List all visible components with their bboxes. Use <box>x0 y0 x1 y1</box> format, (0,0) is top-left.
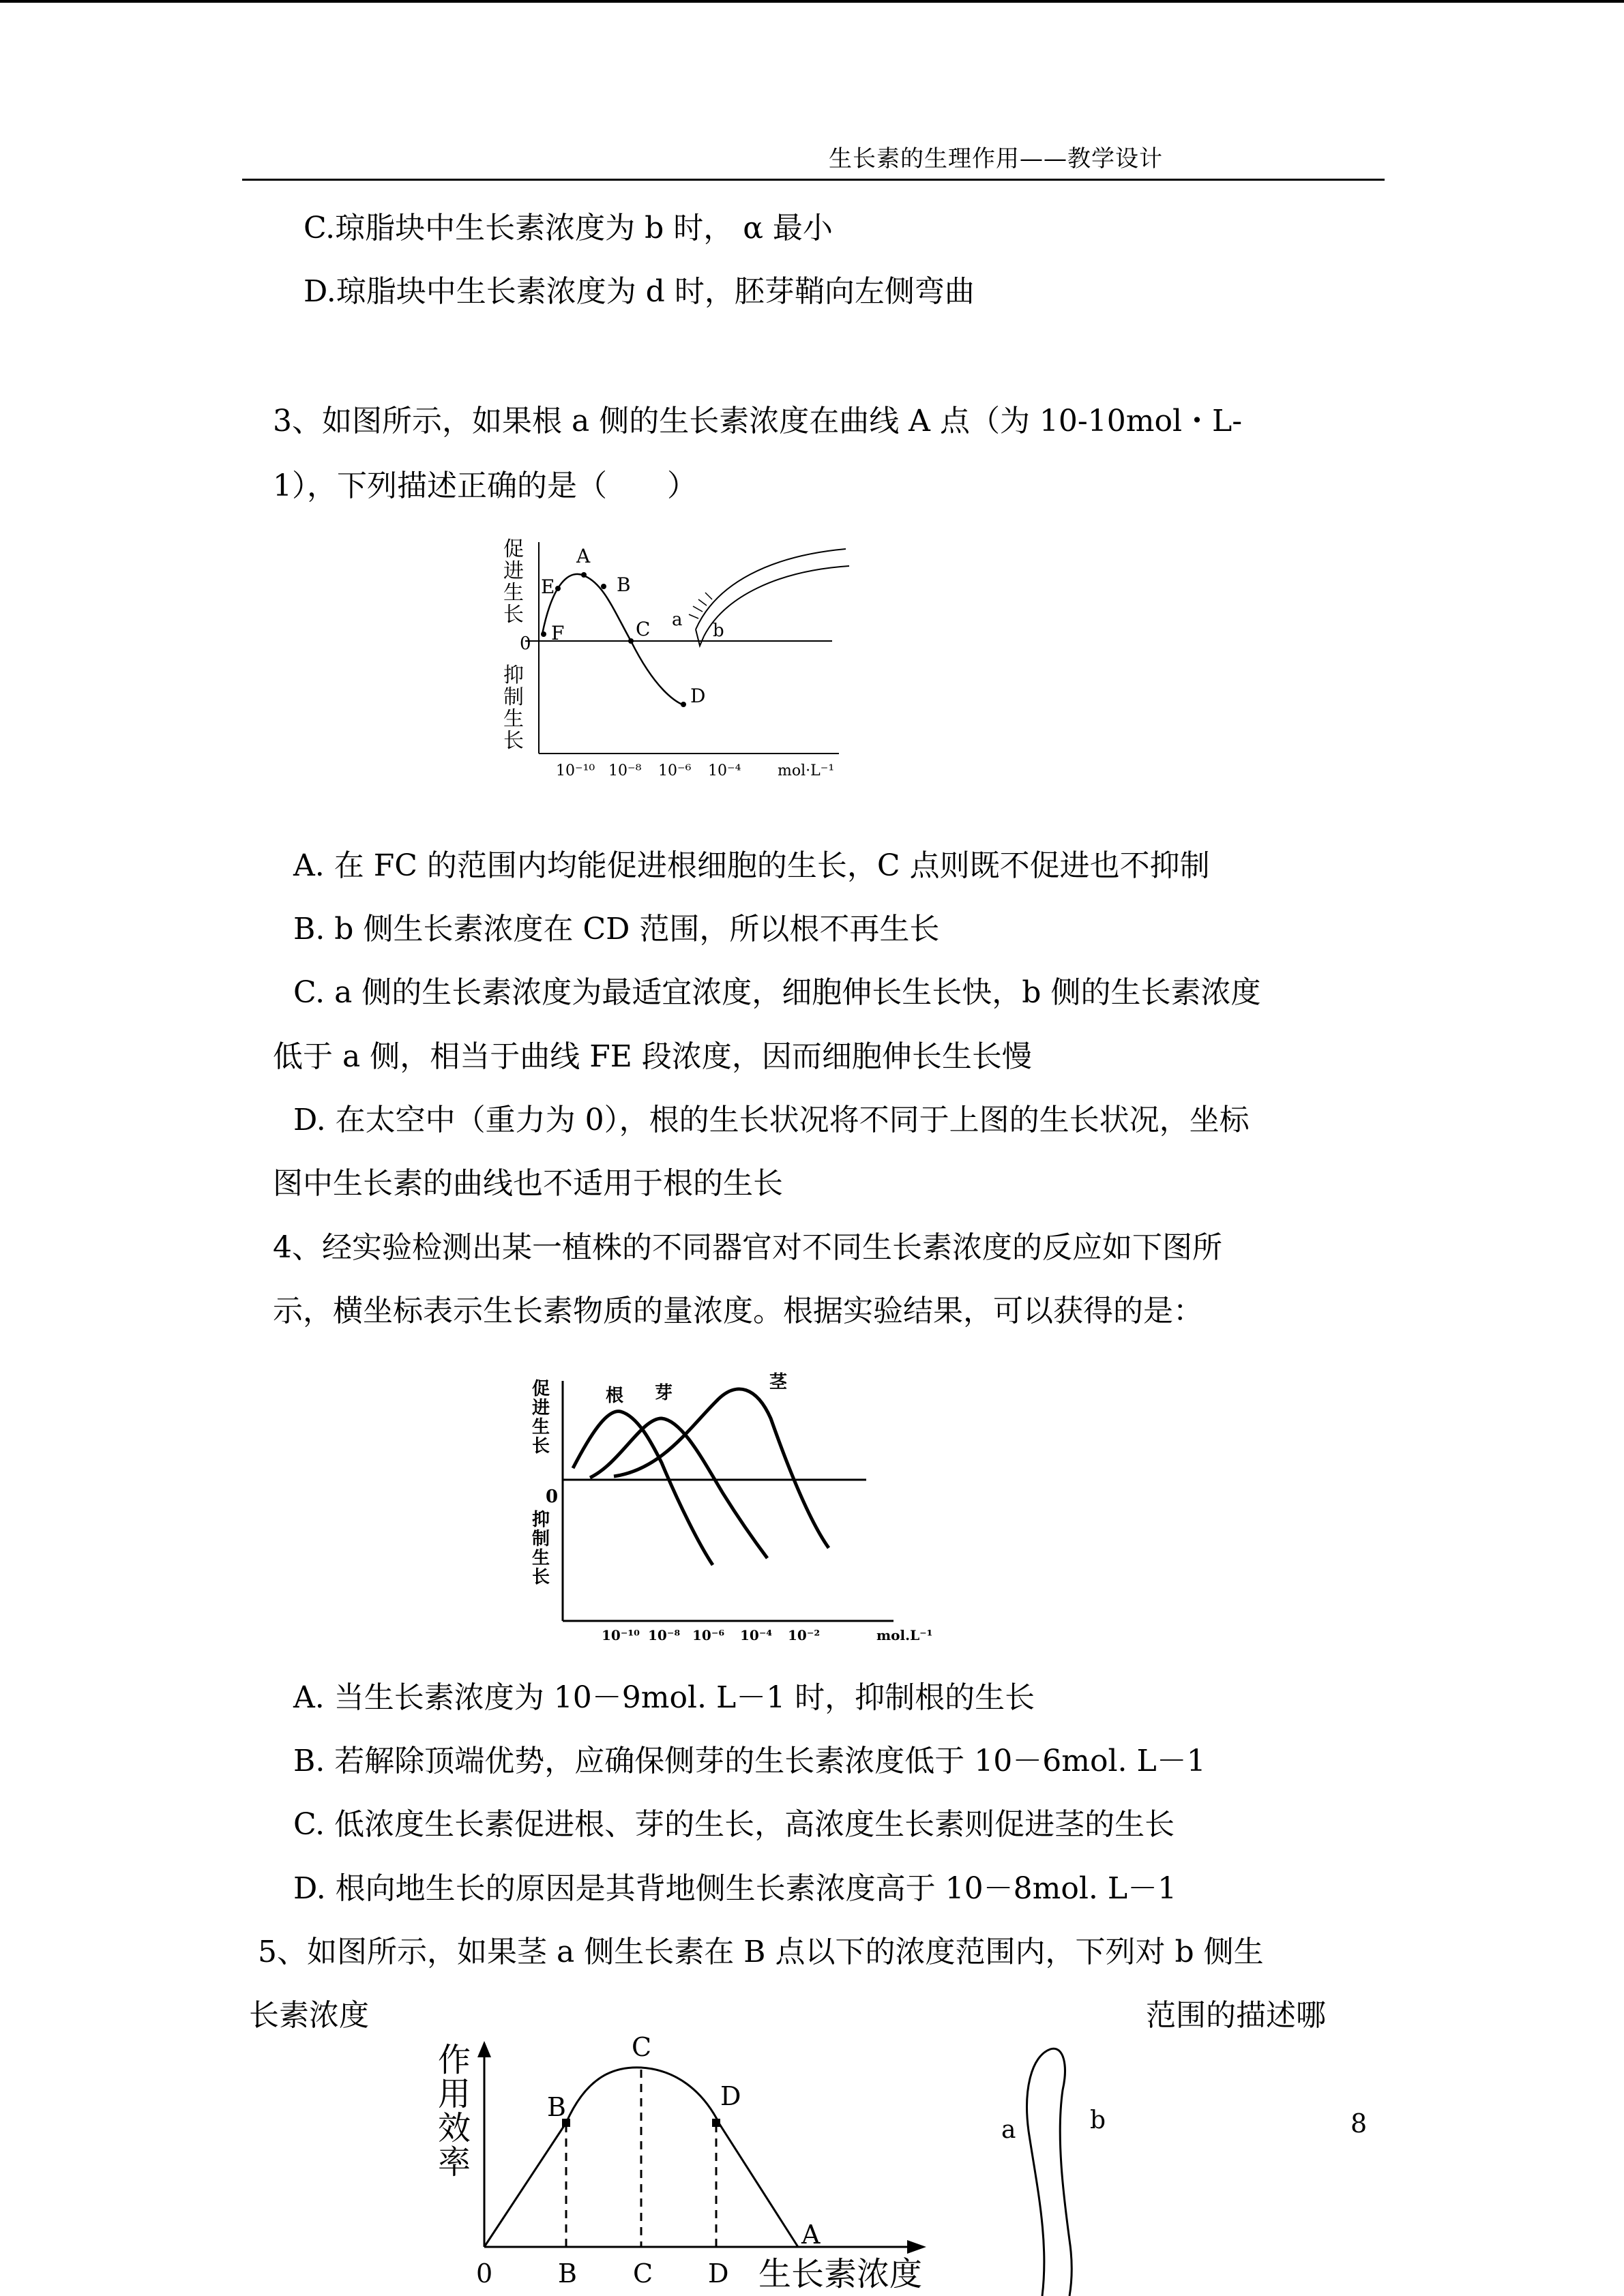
fig2-y-top-label-1: 促 <box>532 1379 550 1399</box>
q5-stem-line2-left: 长素浓度 <box>249 1998 369 2033</box>
fig2-tick-1: 10⁻¹⁰ <box>602 1627 640 1643</box>
figure-organ-auxin-curves <box>525 1367 962 1667</box>
fig1-y-top-label-3: 生 <box>503 581 524 605</box>
fig3-label-a: A <box>801 2220 821 2250</box>
fig1-x-unit: mol·L⁻¹ <box>778 762 835 779</box>
fig1-label-d: D <box>690 685 706 707</box>
q4-option-d: D. 根向地生长的原因是其背地侧生长素浓度高于 10－8mol. L－1 <box>293 1871 1177 1906</box>
q3-option-d-line1: D. 在太空中（重力为 0），根的生长状况将不同于上图的生长状况，坐标 <box>293 1103 1250 1137</box>
fig2-label-root: 根 <box>606 1386 624 1406</box>
q4-stem-line2: 示，横坐标表示生长素物质的量浓度。根据实验结果，可以获得的是： <box>273 1294 1203 1328</box>
fig2-y-top-label-2: 进 <box>532 1398 550 1418</box>
figure-stem-sketch <box>996 2036 1132 2296</box>
fig3-stem-b: b <box>1090 2106 1106 2134</box>
fig2-tick-3: 10⁻⁶ <box>692 1627 725 1643</box>
fig2-curve-stem <box>614 1389 829 1548</box>
fig2-label-bud: 芽 <box>655 1383 673 1403</box>
fig1-root-tip <box>696 629 704 646</box>
fig3-tick-b: B <box>558 2258 577 2288</box>
fig1-root-hatching <box>689 593 712 618</box>
fig2-y-bottom-label-2: 制 <box>532 1529 550 1549</box>
fig3-tick-0: 0 <box>476 2258 493 2288</box>
fig1-y-bottom-label-4: 长 <box>503 729 524 753</box>
q3-option-c-line1: C. a 侧的生长素浓度为最适宜浓度，细胞伸长生长快，b 侧的生长素浓度 <box>293 975 1261 1010</box>
fig1-y-top-label-4: 长 <box>503 603 524 627</box>
fig3-label-b: B <box>547 2092 566 2122</box>
fig2-label-stem: 茎 <box>769 1372 788 1392</box>
fig1-tick-3: 10⁻⁶ <box>658 762 692 779</box>
fig1-point-f <box>541 631 546 637</box>
fig2-x-unit: mol.L⁻¹ <box>876 1627 933 1643</box>
top-border <box>0 0 1624 3</box>
fig1-side-b: b <box>713 621 724 641</box>
fig3-y-label-2: 用 <box>438 2075 471 2113</box>
figure-root-auxin-curve <box>477 528 873 788</box>
q4-stem-line1: 4、经实验检测出某一植株的不同器官对不同生长素浓度的反应如下图所 <box>273 1230 1222 1265</box>
fig1-label-a: A <box>576 545 591 567</box>
q3-stem-line1: 3、如图所示，如果根 a 侧的生长素浓度在曲线 A 点（为 10-10mol・L- <box>273 404 1243 438</box>
fig3-point-d <box>712 2119 720 2127</box>
fig1-y-bottom-label-2: 制 <box>503 685 524 709</box>
fig2-y-top-label-4: 长 <box>532 1436 550 1457</box>
q2-option-d: D.琼脂块中生长素浓度为 d 时，胚芽鞘向左侧弯曲 <box>304 274 975 309</box>
fig3-y-label-1: 作 <box>438 2041 471 2079</box>
fig1-point-a <box>581 572 587 578</box>
q4-option-a: A. 当生长素浓度为 10－9mol. L－1 时，抑制根的生长 <box>293 1680 1035 1715</box>
fig2-tick-2: 10⁻⁸ <box>648 1627 681 1643</box>
fig3-x-label: 生长素浓度 <box>758 2255 923 2293</box>
fig1-side-a: a <box>672 610 683 630</box>
fig1-tick-1: 10⁻¹⁰ <box>556 762 595 779</box>
fig3-tick-d: D <box>708 2258 729 2288</box>
fig1-y-top-label-1: 促 <box>503 537 524 561</box>
fig3-y-arrow <box>477 2041 491 2057</box>
q4-option-c: C. 低浓度生长素促进根、芽的生长，高浓度生长素则促进茎的生长 <box>293 1807 1175 1842</box>
fig1-y-bottom-label-3: 生 <box>503 707 524 731</box>
fig3-stem-a: a <box>1001 2116 1016 2144</box>
q3-option-b: B. b 侧生长素浓度在 CD 范围，所以根不再生长 <box>293 912 940 946</box>
fig3-label-d: D <box>720 2081 741 2111</box>
fig3-label-c: C <box>632 2032 652 2062</box>
fig2-y-bottom-label-1: 抑 <box>532 1510 550 1530</box>
q3-stem-line2: 1），下列描述正确的是（ ） <box>273 468 697 503</box>
fig1-point-d <box>681 702 686 707</box>
fig3-y-label-3: 效 <box>438 2109 471 2147</box>
fig2-origin: 0 <box>546 1487 559 1507</box>
page-header: 生长素的生理作用——教学设计 <box>829 145 1163 173</box>
fig1-point-e <box>555 586 561 591</box>
q5-stem-line1: 5、如图所示，如果茎 a 侧生长素在 B 点以下的浓度范围内，下列对 b 侧生 <box>258 1935 1264 1969</box>
header-rule <box>242 179 1385 181</box>
fig3-tick-c: C <box>633 2258 653 2288</box>
fig2-y-bottom-label-3: 生 <box>532 1548 550 1568</box>
page-number: 8 <box>1350 2108 1368 2138</box>
fig1-root-upper-edge <box>696 549 846 629</box>
q3-option-c-line2: 低于 a 侧，相当于曲线 FE 段浓度，因而细胞伸长生长慢 <box>273 1039 1032 1074</box>
fig2-y-top-label-3: 生 <box>532 1417 550 1437</box>
fig1-label-c: C <box>636 618 651 640</box>
fig1-y-bottom-label-1: 抑 <box>503 664 524 687</box>
fig3-y-label-4: 率 <box>438 2143 471 2181</box>
fig2-tick-4: 10⁻⁴ <box>740 1627 773 1643</box>
figure-efficiency-curve <box>430 2029 962 2296</box>
fig2-tick-5: 10⁻² <box>788 1627 821 1643</box>
fig1-tick-4: 10⁻⁴ <box>708 762 741 779</box>
fig1-origin: 0 <box>520 633 531 654</box>
fig1-label-b: B <box>617 573 631 596</box>
fig2-curve-root <box>573 1412 713 1565</box>
q2-option-c: C.琼脂块中生长素浓度为 b 时， α 最小 <box>304 211 833 245</box>
q3-option-d-line2: 图中生长素的曲线也不适用于根的生长 <box>273 1166 783 1201</box>
fig1-y-top-label-2: 进 <box>503 559 524 583</box>
fig1-root-lower-edge <box>704 566 849 636</box>
fig1-label-f: F <box>551 622 565 644</box>
fig2-y-bottom-label-4: 长 <box>532 1567 550 1587</box>
fig1-point-b <box>601 584 606 589</box>
q5-stem-line2-right: 范围的描述哪 <box>1146 1998 1326 2033</box>
fig3-stem-outline <box>1027 2048 1072 2296</box>
q4-option-b: B. 若解除顶端优势，应确保侧芽的生长素浓度低于 10－6mol. L－1 <box>293 1744 1206 1778</box>
fig1-label-e: E <box>541 576 555 598</box>
q3-option-a: A. 在 FC 的范围内均能促进根细胞的生长，C 点则既不促进也不抑制 <box>293 848 1210 883</box>
fig1-tick-2: 10⁻⁸ <box>608 762 642 779</box>
fig1-point-c <box>628 638 634 644</box>
fig3-x-arrow <box>907 2240 926 2254</box>
